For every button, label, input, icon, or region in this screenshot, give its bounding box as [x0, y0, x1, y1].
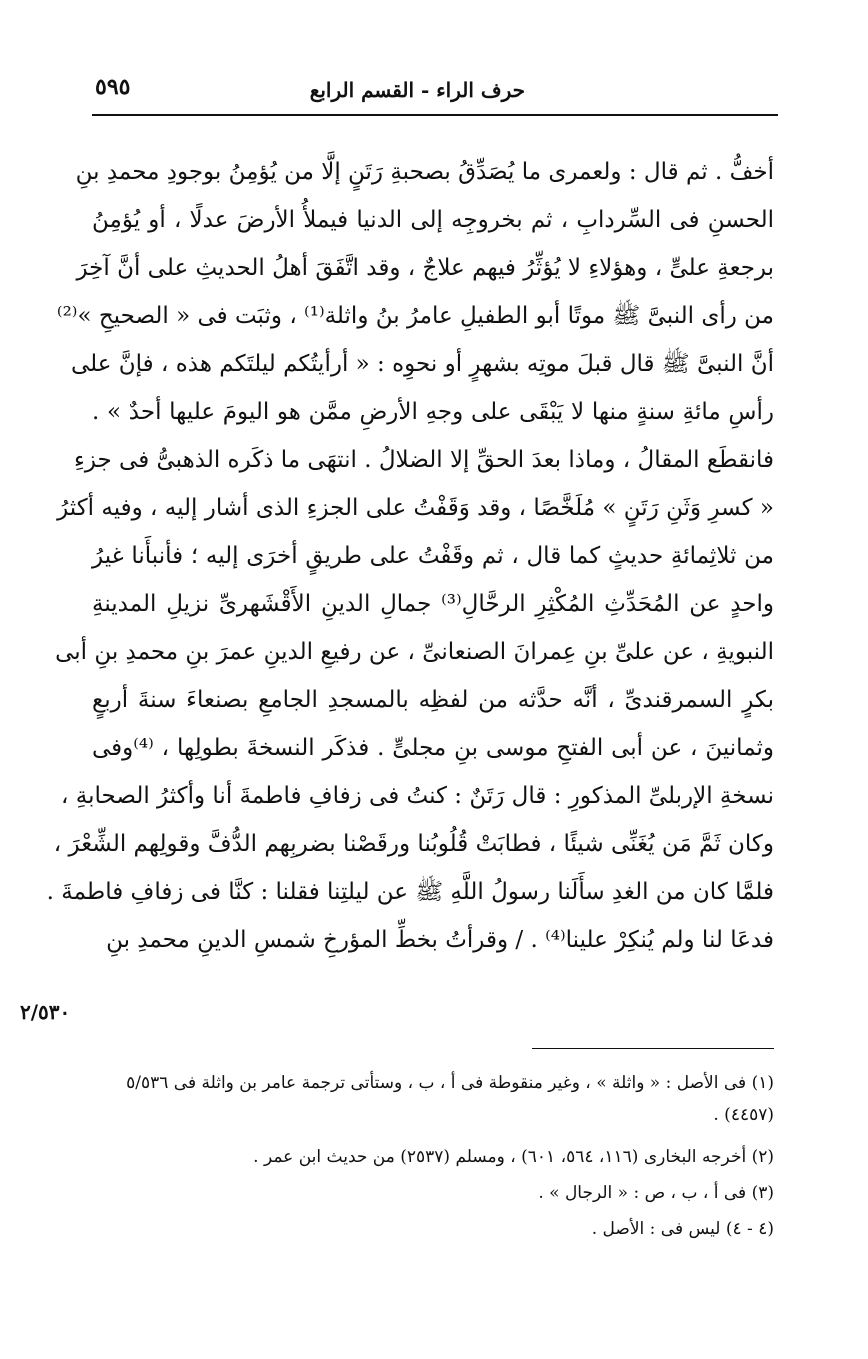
- running-header: [95, 72, 775, 112]
- footnote: (٣) فى أ ، ب ، ص : « الرجال » .: [538, 1183, 774, 1203]
- text-line: رأسِ مائةِ سنةٍ منها لا يَبْقَى على وجهِ الأرضِ ممَّن هو اليومَ عليها أحدٌ » .: [92, 399, 774, 425]
- text-line: « كسرِ وَثَنِ رَتَنٍ » مُلَخَّصًا ، وقد وَقَفْتُ على الجزءِ الذى أشار إليه ، وفيه أكثرُ: [57, 495, 774, 521]
- text-line: فدعَا لنا ولم يُنكِرْ علينا⁽⁴⁾ . / وقرأتُ بخطِّ المؤرخِ شمسِ الدينِ محمدِ بنِ: [106, 927, 774, 953]
- footnote: (١) فى الأصل : « واثلة » ، وغير منقوطة فى أ ، ب ، وستأتى ترجمة عامر بن واثلة فى ٥/٥٣٦: [126, 1073, 774, 1093]
- margin-volume-page-reference: ٢/٥٣٠: [20, 1000, 71, 1024]
- text-line: من رأى النبىَّ ﷺ موتًا أبو الطفيلِ عامرُ بنُ واثلة⁽¹⁾ ، وثبَت فى « الصحيحِ »⁽²⁾: [56, 303, 774, 329]
- text-line: من ثلاثِمائةِ حديثٍ كما قال ، ثم وقَفْتُ على طريقٍ أخرَى إليه ؛ فأنبأَنا غيرُ: [92, 543, 774, 569]
- header-rule: [92, 114, 778, 116]
- text-line: أنَّ النبىَّ ﷺ قال قبلَ موتِه بشهرٍ أو نحوِه : « أرأيتُكم ليلتَكم هذه ، فإنَّ على: [70, 351, 774, 377]
- footnote-separator: [532, 1048, 774, 1049]
- header-title: حرف الراء - القسم الرابع: [309, 78, 525, 102]
- text-line: برجعةِ علىٍّ ، وهؤلاءِ لا يُؤثِّرُ فيهم علاجٌ ، وقد اتَّفَقَ أهلُ الحديثِ على أنَّ آخِرَ: [76, 255, 774, 281]
- text-line: بكرٍ السمرقندىِّ ، أنَّه حدَّثه من لفظِه بالمسجدِ الجامعِ بصنعاءَ سنةَ أربعٍ: [92, 687, 774, 713]
- text-line: أخفُّ . ثم قال : ولعمرى ما يُصَدِّقُ بصحبةِ رَتَنٍ إلَّا من يُؤمِنُ بوجودِ محمدِ بنِ: [75, 159, 774, 185]
- text-line: نسخةِ الإربلىِّ المذكورِ : قال رَتَنٌ : كنتُ فى زفافِ فاطمةَ أنا وأكثرُ الصحابةِ ،: [61, 783, 774, 809]
- footnote: (٤ - ٤) ليس فى : الأصل .: [591, 1219, 774, 1239]
- text-line: وثمانينَ ، عن أبى الفتحِ موسى بنِ مجلىٍّ . فذكَر النسخةَ بطولِها ، ⁽⁴⁾وفى: [92, 735, 774, 761]
- text-line: الحسنِ فى السِّردابِ ، ثم بخروجِه إلى الدنيا فيملأُ الأرضَ عدلًا ، أو يُؤمِنُ: [92, 207, 774, 233]
- text-line: النبويةِ ، عن علىِّ بنِ عِمرانَ الصنعانىِّ ، عن رفيعِ الدينِ عمرَ بنِ محمدِ بنِ أبى: [55, 639, 774, 665]
- text-line: فلمَّا كان من الغدِ سأَلَنا رسولُ اللَّهِ ﷺ عن ليلتِنا فقلنا : كنَّا فى زفافِ فاطمةَ .: [46, 879, 774, 905]
- page-number: ٥٩٥: [95, 74, 131, 100]
- text-line: فانقطَع المقالُ ، وماذا بعدَ الحقِّ إلا الضلالُ . انتهَى ما ذكَره الذهبىُّ فى جزءِ: [74, 447, 774, 473]
- text-line: وكان ثَمَّ مَن يُغَنِّى شيئًا ، فطابَتْ قُلُوبُنا ورقَصْنا بضربِهم الدُّفَّ وقولِهم الشِّعْرَ ،: [53, 831, 774, 857]
- footnote-continuation: (٤٤٥٧) .: [713, 1105, 774, 1125]
- footnote: (٢) أخرجه البخارى (١١٦، ٥٦٤، ٦٠١) ، ومسلم (٢٥٣٧) من حديث ابن عمر .: [253, 1147, 774, 1167]
- text-line: واحدٍ عن المُحَدِّثِ المُكْثِرِ الرحَّالِ⁽³⁾ جمالِ الدينِ الأَقْشَهرىِّ نزيلِ المدينةِ: [92, 591, 774, 617]
